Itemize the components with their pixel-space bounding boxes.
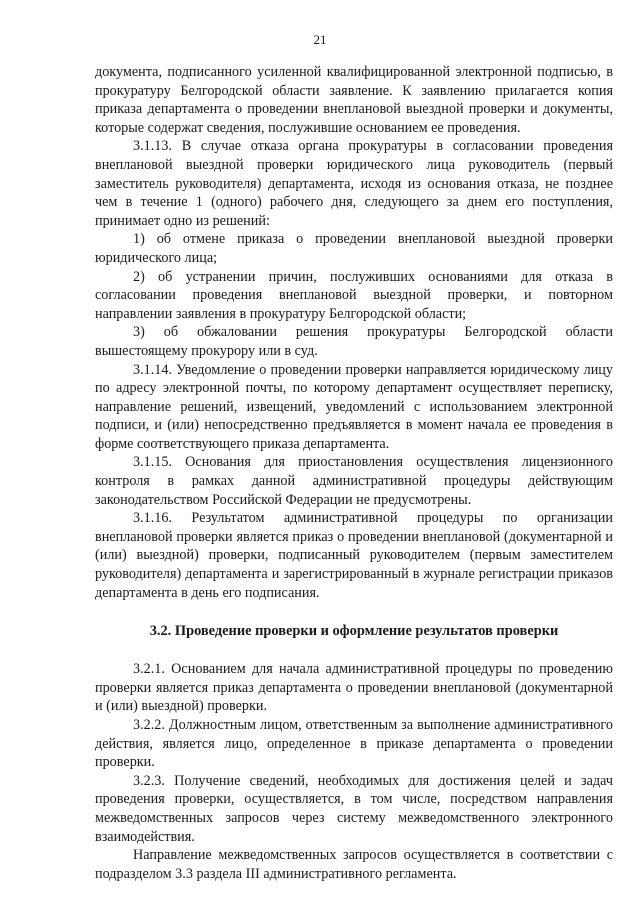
paragraph-3-2-1: 3.2.1. Основанием для начала административной процедуры по проведению проверки является приказ департамента о проведении внеплановой (документарной и (или) выездной) проверки. (95, 661, 613, 715)
paragraph-option-2: 2) об устранении причин, послуживших основаниями для отказа в согласовании проведения внеплановой выездной проверки, и повторном направлении заявления в прокуратуру Белгородской области; (95, 268, 613, 322)
paragraph-3-1-13: 3.1.13. В случае отказа органа прокуратуры в согласовании проведения внеплановой выездной проверки юридического лица руководитель (первый заместитель руководителя) департамента, исходя из основания отказа, не позднее чем в течение 1 (одного) рабочего дня, следующего за днем его поступления, принимает одно из решений: (95, 138, 613, 229)
paragraph-option-1: 1) об отмене приказа о проведении внеплановой выездной проверки юридического лица; (95, 231, 613, 266)
paragraph-3-2-2: 3.2.2. Должностным лицом, ответственным за выполнение административного действия, является лицо, определенное в приказе департамента о проведении проверки. (95, 717, 613, 771)
section-title: 3.2. Проведение проверки и оформление результатов проверки (149, 623, 559, 640)
document-body (95, 63, 613, 883)
paragraph-3-1-14: 3.1.14. Уведомление о проведении проверки направляется юридическому лицу по адресу электронной почты, по которому департамент осуществляет переписку, направление решений, извещений, уведомлений с использованием электронной подписи, и (или) непосредственно предъявляется в момент начала ее проведения в форме соответствующего приказа департамента. (95, 361, 613, 452)
paragraph-interagency-requests: Направление межведомственных запросов осуществляется в соответствии с подразделом 3.3 раздела III административного регламента. (95, 847, 613, 882)
paragraphs-before (95, 63, 613, 602)
paragraphs-after (95, 660, 613, 883)
paragraph-option-3: 3) об обжаловании решения прокуратуры Белгородской области вышестоящему прокурору или в суд. (95, 324, 613, 359)
paragraph-3-2-3: 3.2.3. Получение сведений, необходимых для достижения целей и задач проведения проверки, осуществляется, в том числе, посредством направления межведомственных запросов через систему межведомственного электронного взаимодействия. (95, 772, 613, 845)
paragraph-3-1-16: 3.1.16. Результатом административной процедуры по организации внеплановой проверки является приказ о проведении внеплановой (документарной и (или) выездной) проверки, подписанный руководителем (первым заместителем руководителя) департамента и зарегистрированный в журнале регистрации приказов департамента в день его подписания. (95, 510, 613, 601)
paragraph-0: документа, подписанного усиленной квалифицированной электронной подписью, в прокуратуру Белгородской области заявление. К заявлению прилагается копия приказа департамента о проведении внеплановой выездной проверки и документы, которые содержат сведения, послужившие основанием ее проведения. (95, 64, 613, 136)
page-number: 21 (313, 32, 327, 47)
paragraph-3-1-15: 3.1.15. Основания для приостановления осуществления лицензионного контроля в рамках данной административной процедуры действующим законодательством Российской Федерации не предусмотрены. (95, 454, 613, 508)
